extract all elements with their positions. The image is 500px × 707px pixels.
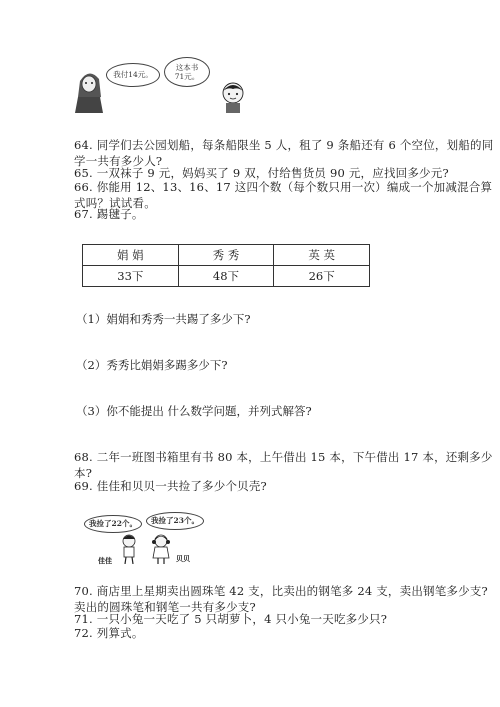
speech-bubble-pay [106,63,160,87]
speech-bubble-jiajia [84,515,142,533]
table-row [83,266,370,287]
bubble-jiajia-text: 我捡了22个。 [89,519,137,528]
beibei-figure [150,534,172,564]
bubble-price-line1: 这本书 [175,63,199,72]
speech-bubble-beibei [146,512,204,530]
label-beibei: 贝贝 [176,554,190,563]
q70-line1: 70. 商店里上星期卖出圆珠笔 42 支，比卖出的钢笔多 24 支，卖出钢笔多少支? [74,584,488,598]
speech-bubble-price [164,57,210,87]
table-cell: 48下 [178,266,274,287]
table-header-cell: 秀 秀 [178,245,274,266]
q64-line2: 学一共有多少人? [74,154,163,168]
subquestion-3: （3）你不能提出 什么数学问题，并列式解答? [76,404,312,418]
table-header-row [83,245,370,266]
question-71: 71. 一只小兔一天吃了 5 只胡萝卜，4 只小兔一天吃多少只? [74,612,388,626]
q66-line1: 66. 你能用 12、13、16、17 这四个数（每个数只用一次）编成一个加减混合算 [74,180,493,194]
kick-count-table [82,244,370,287]
illustration-shells [84,512,214,572]
question-68 [74,449,493,481]
q64-line1: 64. 同学们去公园划船，每条船限坐 5 人，租了 9 条船还有 6 个空位，划船的同 [74,138,494,152]
question-69: 69. 佳佳和贝贝一共捡了多少个贝壳? [74,479,267,493]
bubble-beibei-text: 我捡了23个。 [151,516,199,525]
q66-line2: 式吗？试试看。 [74,196,156,210]
question-67: 67. 踢毽子。 [74,207,144,221]
table-cell: 26下 [274,266,370,287]
child-figure [218,81,248,113]
shopkeeper-figure [72,67,106,113]
q68-line1: 68. 二年一班图书箱里有书 80 本，上午借出 15 本，下午借出 17 本，还剩多少 [74,450,493,464]
q70-line2: 卖出的圆珠笔和钢笔一共有多少支? [74,600,256,614]
table-header-cell: 英 英 [274,245,370,266]
table-header-cell: 娟 娟 [83,245,179,266]
bubble-price-line2: 71元。 [174,72,200,81]
label-jiajia: 佳佳 [98,556,112,565]
subquestion-1: （1）娟娟和秀秀一共踢了多少下? [76,312,251,326]
table-cell: 33下 [83,266,179,287]
bubble-pay-text: 我付14元。 [113,70,153,79]
question-65: 65. 一双袜子 9 元，妈妈买了 9 双，付给售货员 90 元，应找回多少元? [74,166,449,180]
illustration-shop [72,55,252,115]
subquestion-2: （2）秀秀比娟娟多踢多少下? [76,358,228,372]
q68-line2: 本? [74,466,93,480]
question-72: 72. 列算式。 [74,626,144,640]
jiajia-figure [118,534,140,564]
